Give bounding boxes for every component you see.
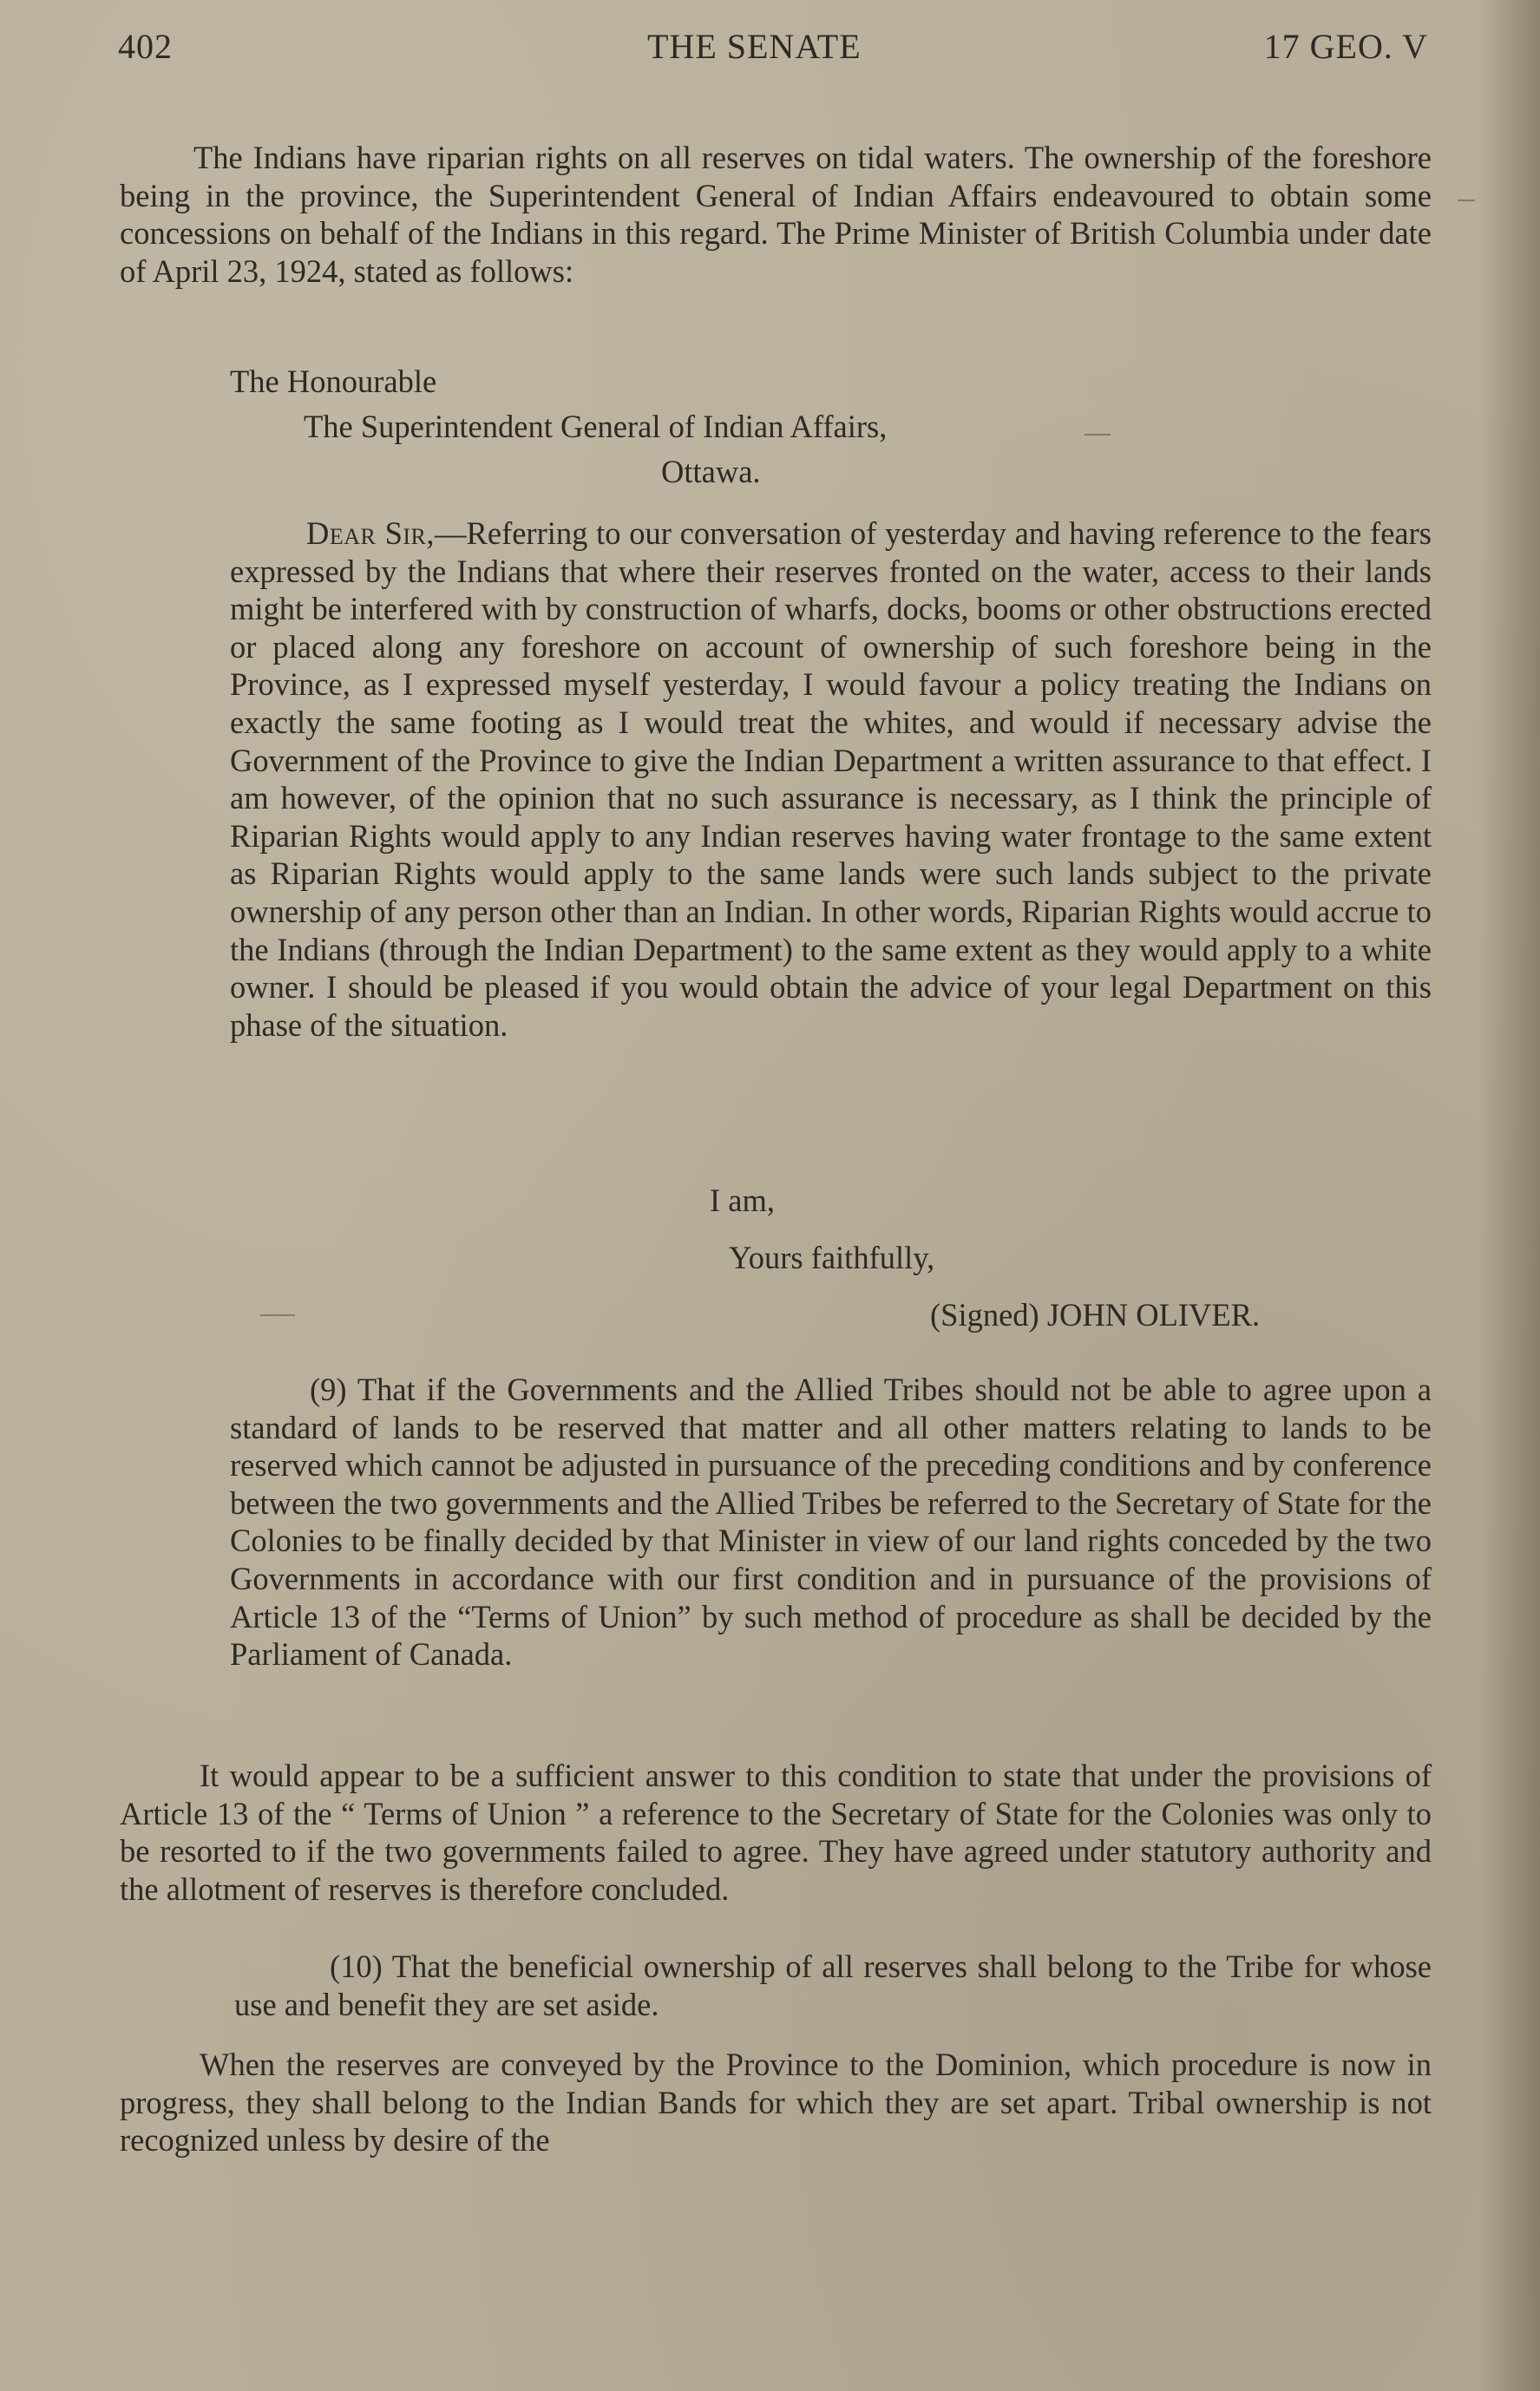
- condition-10-answer: When the reserves are conveyed by the Province to the Dominion, which procedure is now in progress, they shall belong to the Indian Bands for which they are set apart. Tribal ownership is not recognized unless by desire of the: [120, 2047, 1432, 2158]
- condition-10-paragraph: (10) That the beneficial ownership of all reserves shall belong to the Tribe for whose use and benefit they are set aside.: [234, 1949, 1432, 2022]
- letter-closing-line1: I am,: [710, 1182, 775, 1218]
- letter-addressee-line2: The Superintendent General of Indian Affairs,: [304, 409, 888, 444]
- letter-body-text: —Referring to our conversation of yesterday and having reference to the fears expressed by the Indians that where their reserves fronted on the water, access to their lands might be interfered with by construction of wharfs, docks, booms or other obstructions erected or placed along any foreshore on account of ownership of such foreshore being in the Province, as I expressed myself yesterday, I would favour a policy treating the Indians on exactly the same footing as I would treat the whites, and would if necessary advise the Government of the Province to give the Indian Department a written assurance to that effect. I am however, of the opinion that no such assurance is necessary, as I think the principle of Riparian Rights would apply to any Indian reserves having water frontage to the same extent as Riparian Rights would apply to the same lands were such lands subject to the private ownership of any person other than an Indian. In other words, Riparian Rights would accrue to the Indians (through the Indian Department) to the same extent as they would apply to a white owner. I should be pleased if you would obtain the advice of your legal Department on this phase of the situation.: [230, 515, 1432, 1043]
- page-header: [118, 26, 1428, 78]
- page-number: 402: [118, 27, 173, 66]
- stray-mark: [1085, 434, 1111, 436]
- condition-9-answer: It would appear to be a sufficient answer to this condition to state that under the provisions of Article 13 of the “ Terms of Union ” a reference to the Secretary of State for the Colonies was only to be resorted to if the two governments failed to agree. They have agreed under statutory authority and the allotment of reserves is therefore concluded.: [120, 1758, 1432, 1907]
- letter-greeting: Dear Sir,: [306, 515, 436, 551]
- condition-9-paragraph: (9) That if the Governments and the Allied Tribes should not be able to agree upon a standard of lands to be reserved that matter and all other matters relating to lands to be reserved which cannot be adjusted in pursuance of the preceding conditions and by conference between the two governments and the Allied Tribes be referred to the Secretary of State for the Colonies to be finally decided by that Minister in view of our land rights conceded by the two Governments in accordance with our first condition and in pursuance of the provisions of Article 13 of the “Terms of Union” by such method of procedure as shall be decided by the Parliament of Canada.: [230, 1372, 1432, 1673]
- session-label: 17 GEO. V: [1263, 27, 1428, 66]
- stray-mark: [1458, 200, 1475, 201]
- letter-addressee-line1: The Honourable: [230, 364, 437, 399]
- letter-body: [230, 514, 1432, 1044]
- stray-mark: [260, 1314, 295, 1316]
- letter-addressee-line3: Ottawa.: [661, 454, 761, 489]
- intro-paragraph: The Indians have riparian rights on all reserves on tidal waters. The ownership of the foreshore being in the province, the Superintendent General of Indian Affairs endeavoured to obtain some concessions on behalf of the Indians in this regard. The Prime Minister of British Columbia under date of April 23, 1924, stated as follows:: [120, 140, 1432, 289]
- letter-closing-line2: Yours faithfully,: [729, 1240, 935, 1275]
- letter-signature: (Signed) JOHN OLIVER.: [930, 1297, 1261, 1333]
- running-title: THE SENATE: [647, 27, 862, 66]
